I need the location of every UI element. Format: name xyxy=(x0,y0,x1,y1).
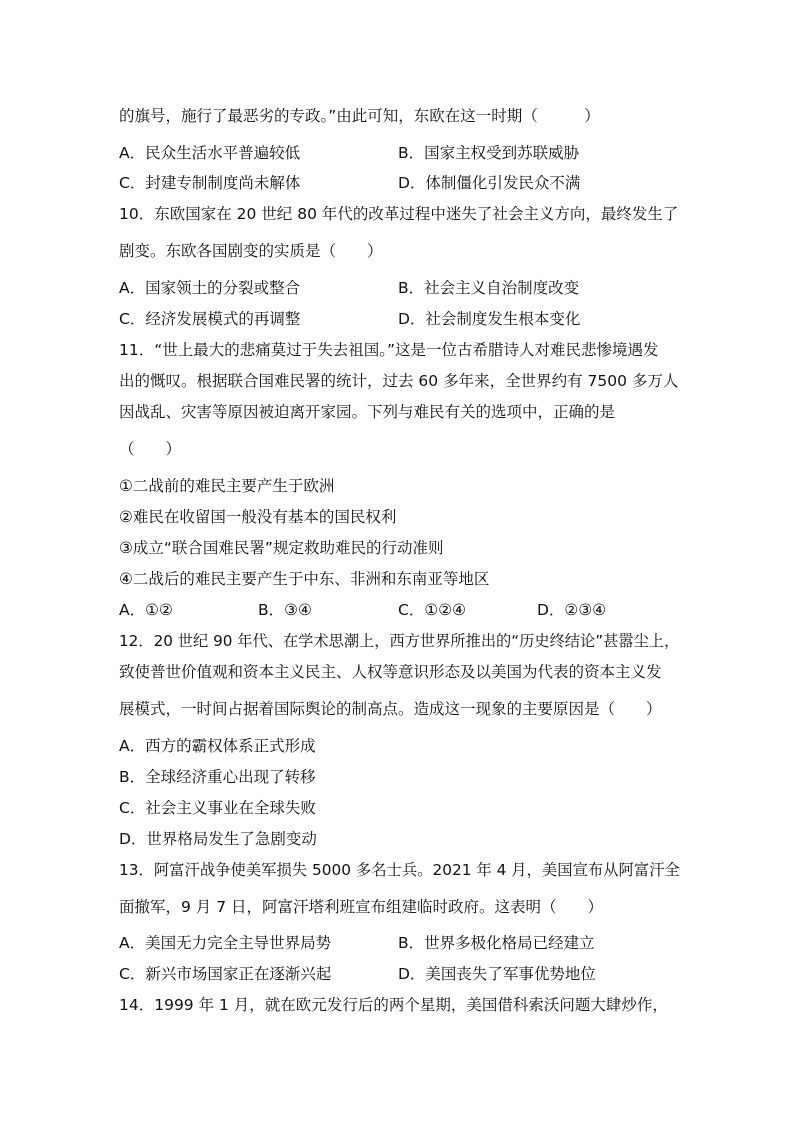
q11-option-b: B．③④ xyxy=(258,601,312,619)
q10-stem-line-1: 10．东欧国家在 20 世纪 80 年代的改革过程中迷失了社会主义方向，最终发生了 xyxy=(119,205,679,223)
q11-item-2: ②难民在收留国一般没有基本的国民权利 xyxy=(119,508,397,526)
q12-option-c: C．社会主义事业在全球失败 xyxy=(119,799,316,817)
q11-option-a: A．①② xyxy=(119,601,173,619)
q11-option-c: C．①②④ xyxy=(398,601,467,619)
q14-stem-line-1: 14．1999 年 1 月，就在欧元发行后的两个星期，美国借科索沃问题大肆炒作， xyxy=(119,996,668,1014)
q13-option-c: C．新兴市场国家正在逐渐兴起 xyxy=(119,965,332,983)
q11-stem-line-1: 11．“世上最大的悲痛莫过于失去祖国。”这是一位古希腊诗人对难民悲惨境遇发 xyxy=(119,341,659,359)
q12-stem-line-3: 展模式，一时间占据着国际舆论的制高点。造成这一现象的主要原因是（ ） xyxy=(119,700,662,718)
q12-stem-line-1: 12．20 世纪 90 年代、在学术思潮上，西方世界所推出的“历史终结论”甚嚣尘上， xyxy=(119,632,680,650)
q11-stem-line-4: （ ） xyxy=(119,440,182,458)
q11-option-d: D．②③④ xyxy=(537,601,607,619)
q13-stem-line-2: 面撤军，9 月 7 日，阿富汗塔利班宣布组建临时政府。这表明（ ） xyxy=(119,898,604,916)
q10-stem-line-2: 剧变。东欧各国剧变的实质是（ ） xyxy=(119,242,383,260)
q9-option-c: C．封建专制制度尚未解体 xyxy=(119,174,301,192)
q9-option-b: B．国家主权受到苏联威胁 xyxy=(398,144,580,162)
q12-stem-line-2: 致使普世价值观和资本主义民主、人权等意识形态及以美国为代表的资本主义发 xyxy=(119,663,662,681)
q13-stem-line-1: 13．阿富汗战争使美军损失 5000 多名士兵。2021 年 4 月，美国宣布从阿富汗全 xyxy=(119,861,680,879)
q12-option-d: D．世界格局发生了急剧变动 xyxy=(119,830,317,848)
q11-item-3: ③成立“联合国难民署”规定救助难民的行动准则 xyxy=(119,539,444,557)
q9-option-a: A．民众生活水平普遍较低 xyxy=(119,144,301,162)
q13-option-d: D．美国丧失了军事优势地位 xyxy=(398,965,596,983)
q11-stem-line-2: 出的慨叹。根据联合国难民署的统计，过去 60 多年来，全世界约有 7500 多万人 xyxy=(119,372,679,390)
q9-option-d: D．体制僵化引发民众不满 xyxy=(398,174,581,192)
q11-item-1: ①二战前的难民主要产生于欧洲 xyxy=(119,477,335,495)
q10-option-d: D．社会制度发生根本变化 xyxy=(398,310,581,328)
q13-option-b: B．世界多极化格局已经建立 xyxy=(398,934,595,952)
q13-option-a: A．美国无力完全主导世界局势 xyxy=(119,934,332,952)
q11-item-4: ④二战后的难民主要产生于中东、非洲和东南亚等地区 xyxy=(119,570,490,588)
q12-option-a: A．西方的霸权体系正式形成 xyxy=(119,737,316,755)
q11-stem-line-3: 因战乱、灾害等原因被迫离开家园。下列与难民有关的选项中，正确的是 xyxy=(119,403,616,421)
q12-option-b: B．全球经济重心出现了转移 xyxy=(119,768,316,786)
q9-stem-tail: 的旗号，施行了最恶劣的专政。”由此可知，东欧在这一时期（ ） xyxy=(119,107,600,125)
q10-option-c: C．经济发展模式的再调整 xyxy=(119,310,301,328)
q10-option-a: A．国家领土的分裂或整合 xyxy=(119,279,301,297)
q10-option-b: B．社会主义自治制度改变 xyxy=(398,279,580,297)
